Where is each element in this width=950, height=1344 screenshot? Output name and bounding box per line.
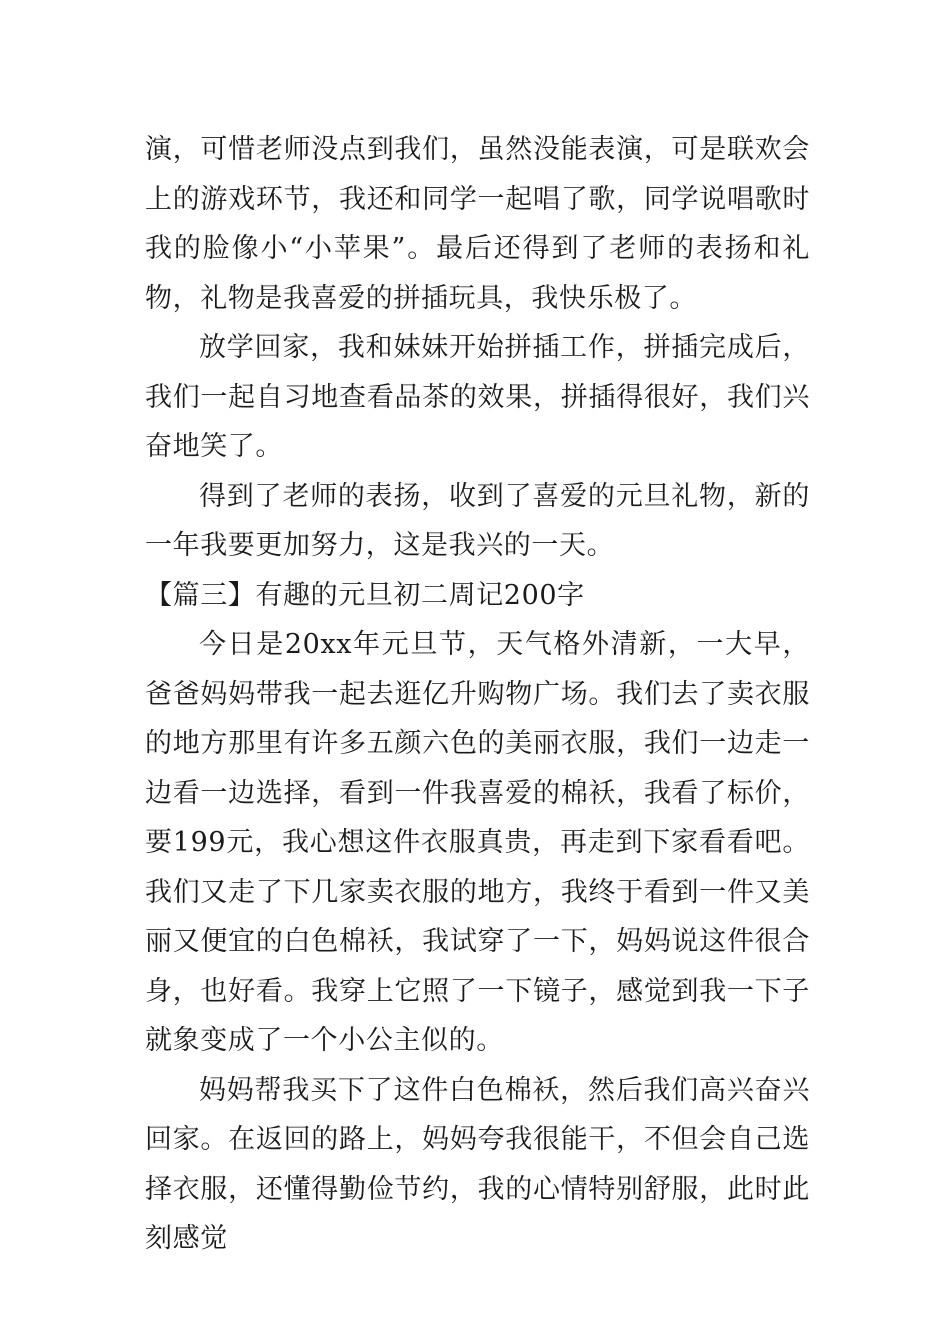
paragraph-continuation: 演，可惜老师没点到我们，虽然没能表演，可是联欢会上的游戏环节，我还和同学一起唱了歌，同学说唱歌时我的脸像小“小苹果”。最后还得到了老师的表扬和礼物，礼物是我喜爱的拼插玩具，我快乐极了。 [145,134,810,314]
paragraph-going-home: 妈妈帮我买下了这件白色棉袄，然后我们高兴奋兴回家。在返回的路上，妈妈夸我很能干，不但会自己选择衣服，还懂得勤俭节约，我的心情特别舒服，此时此刻感觉 [145,1074,810,1254]
section-heading: 【篇三】有趣的元旦初二周记200字 [145,579,585,611]
paragraph-new-year-resolution: 得到了老师的表扬，收到了喜爱的元旦礼物，新的一年我要更加努力，这是我兴的一天。 [145,480,810,561]
paragraph-shopping: 今日是20xx年元旦节，天气格外清新，一大早，爸爸妈妈带我一起去逛亿升购物广场。我们去了卖衣服的地方那里有许多五颜六色的美丽衣服，我们一边走一边看一边选择，看到一件我喜爱的棉袄，我看了标价，要199元，我心想这件衣服真贵，再走到下家看看吧。我们又走了下几家卖衣服的地方，我终于看到一件又美丽又便宜的白色棉袄，我试穿了一下，妈妈说这件很合身，也好看。我穿上它照了一下镜子，感觉到我一下子就象变成了一个小公主似的。 [145,629,810,1056]
paragraph-after-school: 放学回家，我和妹妹开始拼插工作，拼插完成后，我们一起自习地查看品茶的效果，拼插得很好，我们兴奋地笑了。 [145,332,810,462]
document-body [145,125,810,1264]
